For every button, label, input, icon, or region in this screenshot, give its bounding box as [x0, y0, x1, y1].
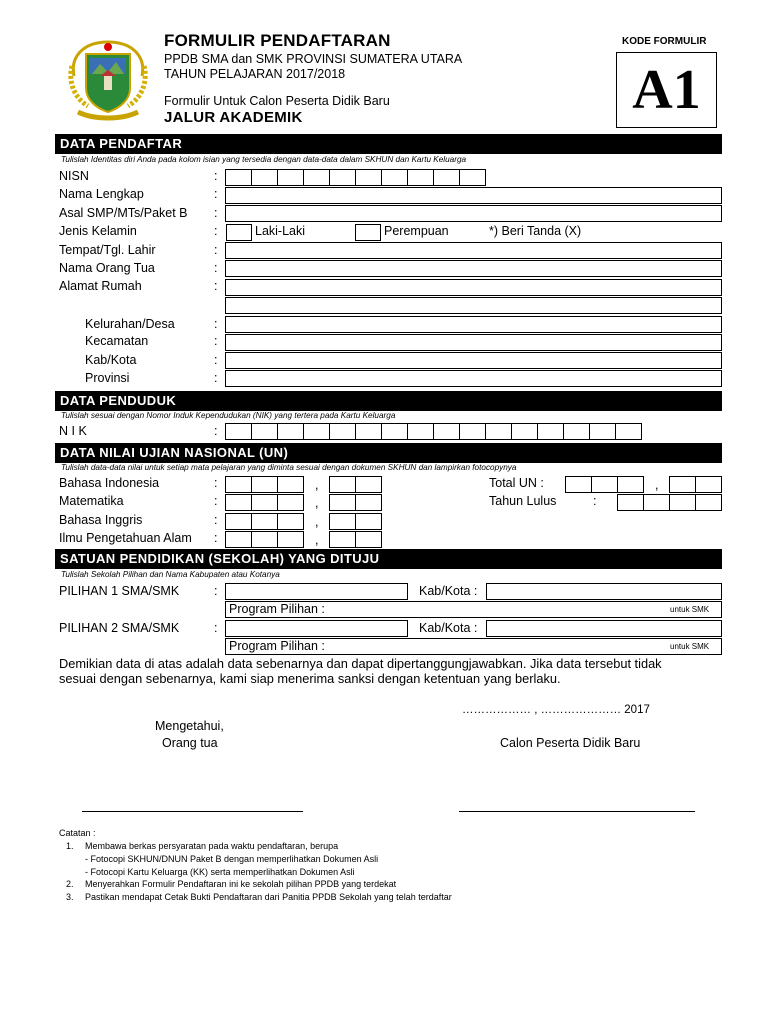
label-kecamatan: Kecamatan	[85, 334, 149, 348]
section-data-nilai-un: DATA NILAI UJIAN NASIONAL (UN)	[55, 443, 722, 463]
colon: :	[214, 476, 218, 490]
colon: :	[214, 371, 218, 385]
catatan-number-2: 2.	[66, 879, 74, 889]
tahun-lulus-input[interactable]	[617, 494, 722, 511]
tempat-tgl-lahir-input[interactable]	[225, 242, 722, 259]
nilai-matematika-dec[interactable]	[329, 494, 382, 511]
total-un-dec[interactable]	[669, 476, 722, 493]
signature-date: ……………… , ………………… 2017	[462, 704, 650, 716]
decimal-comma: ,	[315, 496, 319, 510]
section-data-penduduk: DATA PENDUDUK	[55, 391, 722, 411]
instruction-satuan: Tulislah Sekolah Pilihan dan Nama Kabupaten atau Kotanya	[61, 570, 280, 579]
colon: :	[214, 169, 218, 183]
label-pilihan-1: PILIHAN 1 SMA/SMK	[59, 584, 180, 598]
label-beri-tanda: *) Beri Tanda (X)	[489, 224, 582, 238]
nilai-ipa-int[interactable]	[225, 531, 304, 548]
signature-line-orang-tua	[82, 811, 303, 812]
nilai-bahasa-inggris-int[interactable]	[225, 513, 304, 530]
declaration-line2: sesuai dengan sebenarnya, kami siap menerima sanksi dengan ketentuan yang berlaku.	[59, 671, 561, 686]
nik-input[interactable]	[225, 423, 642, 440]
label-jenis-kelamin: Jenis Kelamin	[59, 224, 137, 238]
instruction-nilai: Tulislah data-data nilai untuk setiap mata pelajaran yang diminta sesuai dengan dokumen SKHUN dan lampirkan fotocopynya	[61, 463, 517, 472]
catatan-number-3: 3.	[66, 892, 74, 902]
alamat-rumah-input[interactable]	[225, 279, 722, 296]
catatan-item-1: Membawa berkas persyaratan pada waktu pendaftaran, berupa	[85, 841, 339, 851]
nama-orang-tua-input[interactable]	[225, 260, 722, 277]
catatan-title: Catatan :	[59, 828, 96, 838]
jalur-label: JALUR AKADEMIK	[164, 109, 303, 126]
label-nisn: NISN	[59, 169, 89, 183]
label-kelurahan: Kelurahan/Desa	[85, 317, 175, 331]
label-ipa: Ilmu Pengetahuan Alam	[59, 531, 192, 545]
header-line3: Formulir Untuk Calon Peserta Didik Baru	[164, 94, 390, 108]
catatan-number-1: 1.	[66, 841, 74, 851]
kode-formulir-label: KODE FORMULIR	[622, 36, 707, 47]
nilai-bahasa-inggris-dec[interactable]	[329, 513, 382, 530]
label-perempuan: Perempuan	[384, 224, 449, 238]
colon: :	[214, 243, 218, 257]
label-total-un: Total UN :	[489, 476, 544, 490]
label-nama-orang-tua: Nama Orang Tua	[59, 261, 155, 275]
label-bahasa-inggris: Bahasa Inggris	[59, 513, 143, 527]
signature-line-calon	[459, 811, 695, 812]
colon: :	[214, 187, 218, 201]
kode-formulir-value: A1	[616, 52, 717, 128]
alamat-rumah-input-2[interactable]	[225, 297, 722, 314]
label-matematika: Matematika	[59, 494, 124, 508]
decimal-comma: ,	[315, 533, 319, 547]
label-kab-kota-1: Kab/Kota :	[419, 584, 478, 598]
catatan-item-2: Menyerahkan Formulir Pendaftaran ini ke sekolah pilihan PPDB yang terdekat	[85, 879, 397, 889]
colon: :	[214, 334, 218, 348]
colon: :	[214, 621, 218, 635]
header-line2: TAHUN PELAJARAN 2017/2018	[164, 67, 346, 81]
nilai-matematika-int[interactable]	[225, 494, 304, 511]
asal-sekolah-input[interactable]	[225, 205, 722, 222]
label-program-pilihan-1: Program Pilihan :	[229, 602, 325, 616]
colon: :	[214, 261, 218, 275]
label-tempat-tgl-lahir: Tempat/Tgl. Lahir	[59, 243, 156, 257]
colon: :	[214, 224, 218, 238]
decimal-comma: ,	[655, 478, 659, 492]
label-calon-peserta: Calon Peserta Didik Baru	[500, 736, 641, 750]
catatan-sub-1: - Fotocopi SKHUN/DNUN Paket B dengan memperlihatkan Dokumen Asli	[85, 854, 379, 864]
colon: :	[214, 424, 218, 438]
colon: :	[214, 206, 218, 220]
label-nama-lengkap: Nama Lengkap	[59, 187, 144, 201]
colon: :	[214, 317, 218, 331]
nilai-bahasa-indonesia-dec[interactable]	[329, 476, 382, 493]
kab-kota-input[interactable]	[225, 352, 722, 369]
label-bahasa-indonesia: Bahasa Indonesia	[59, 476, 160, 490]
colon: :	[214, 584, 218, 598]
kecamatan-input[interactable]	[225, 334, 722, 351]
label-pilihan-2: PILIHAN 2 SMA/SMK	[59, 621, 180, 635]
colon: :	[214, 494, 218, 508]
colon: :	[214, 279, 218, 293]
label-provinsi: Provinsi	[85, 371, 130, 385]
instruction-penduduk: Tulislah sesuai dengan Nomor Induk Kependudukan (NIK) yang tertera pada Kartu Keluarga	[61, 411, 396, 420]
laki-laki-checkbox[interactable]	[226, 224, 252, 241]
instruction-pendaftar: Tulislah Identitas diri Anda pada kolom isian yang tersedia dengan data-data dalam SKHUN dan Kartu Keluarga	[61, 155, 467, 164]
section-satuan-pendidikan: SATUAN PENDIDIKAN (SEKOLAH) YANG DITUJU	[55, 549, 722, 569]
catatan-item-3: Pastikan mendapat Cetak Bukti Pendaftaran dari Panitia PPDB Sekolah yang telah terdaftar	[85, 892, 452, 902]
label-laki-laki: Laki-Laki	[255, 224, 306, 238]
pilihan-1-sekolah-input[interactable]	[225, 583, 408, 600]
nilai-ipa-dec[interactable]	[329, 531, 382, 548]
colon: :	[214, 531, 218, 545]
label-program-pilihan-2: Program Pilihan :	[229, 639, 325, 653]
label-nik: N I K	[59, 424, 87, 438]
catatan-sub-2: - Fotocopi Kartu Keluarga (KK) serta memperlihatkan Dokumen Asli	[85, 867, 355, 877]
colon: :	[593, 494, 597, 508]
label-untuk-smk-2: untuk SMK	[670, 642, 710, 651]
form-title: FORMULIR PENDAFTARAN	[164, 31, 391, 50]
pilihan-1-kab-kota-input[interactable]	[486, 583, 722, 600]
nisn-input[interactable]	[225, 169, 486, 186]
pilihan-2-kab-kota-input[interactable]	[486, 620, 722, 637]
nama-lengkap-input[interactable]	[225, 187, 722, 204]
label-asal-sekolah: Asal SMP/MTs/Paket B	[59, 206, 188, 220]
label-orang-tua: Orang tua	[162, 736, 218, 750]
section-data-pendaftar: DATA PENDAFTAR	[55, 134, 722, 154]
label-alamat-rumah: Alamat Rumah	[59, 279, 142, 293]
colon: :	[214, 513, 218, 527]
decimal-comma: ,	[315, 515, 319, 529]
header-line1: PPDB SMA dan SMK PROVINSI SUMATERA UTARA	[164, 52, 463, 66]
label-tahun-lulus: Tahun Lulus	[489, 494, 557, 508]
label-kab-kota: Kab/Kota	[85, 353, 137, 367]
declaration-line1: Demikian data di atas adalah data sebenarnya dan dapat dipertanggungjawabkan. Jika data tersebut tidak	[59, 656, 662, 671]
total-un-int[interactable]	[565, 476, 644, 493]
provinsi-input[interactable]	[225, 370, 722, 387]
decimal-comma: ,	[315, 478, 319, 492]
label-mengetahui: Mengetahui,	[155, 719, 224, 733]
perempuan-checkbox[interactable]	[355, 224, 381, 241]
label-untuk-smk-1: untuk SMK	[670, 605, 710, 614]
label-kab-kota-2: Kab/Kota :	[419, 621, 478, 635]
kelurahan-input[interactable]	[225, 316, 722, 333]
provincial-emblem-icon	[64, 36, 152, 122]
nilai-bahasa-indonesia-int[interactable]	[225, 476, 304, 493]
pilihan-2-sekolah-input[interactable]	[225, 620, 408, 637]
colon: :	[214, 353, 218, 367]
